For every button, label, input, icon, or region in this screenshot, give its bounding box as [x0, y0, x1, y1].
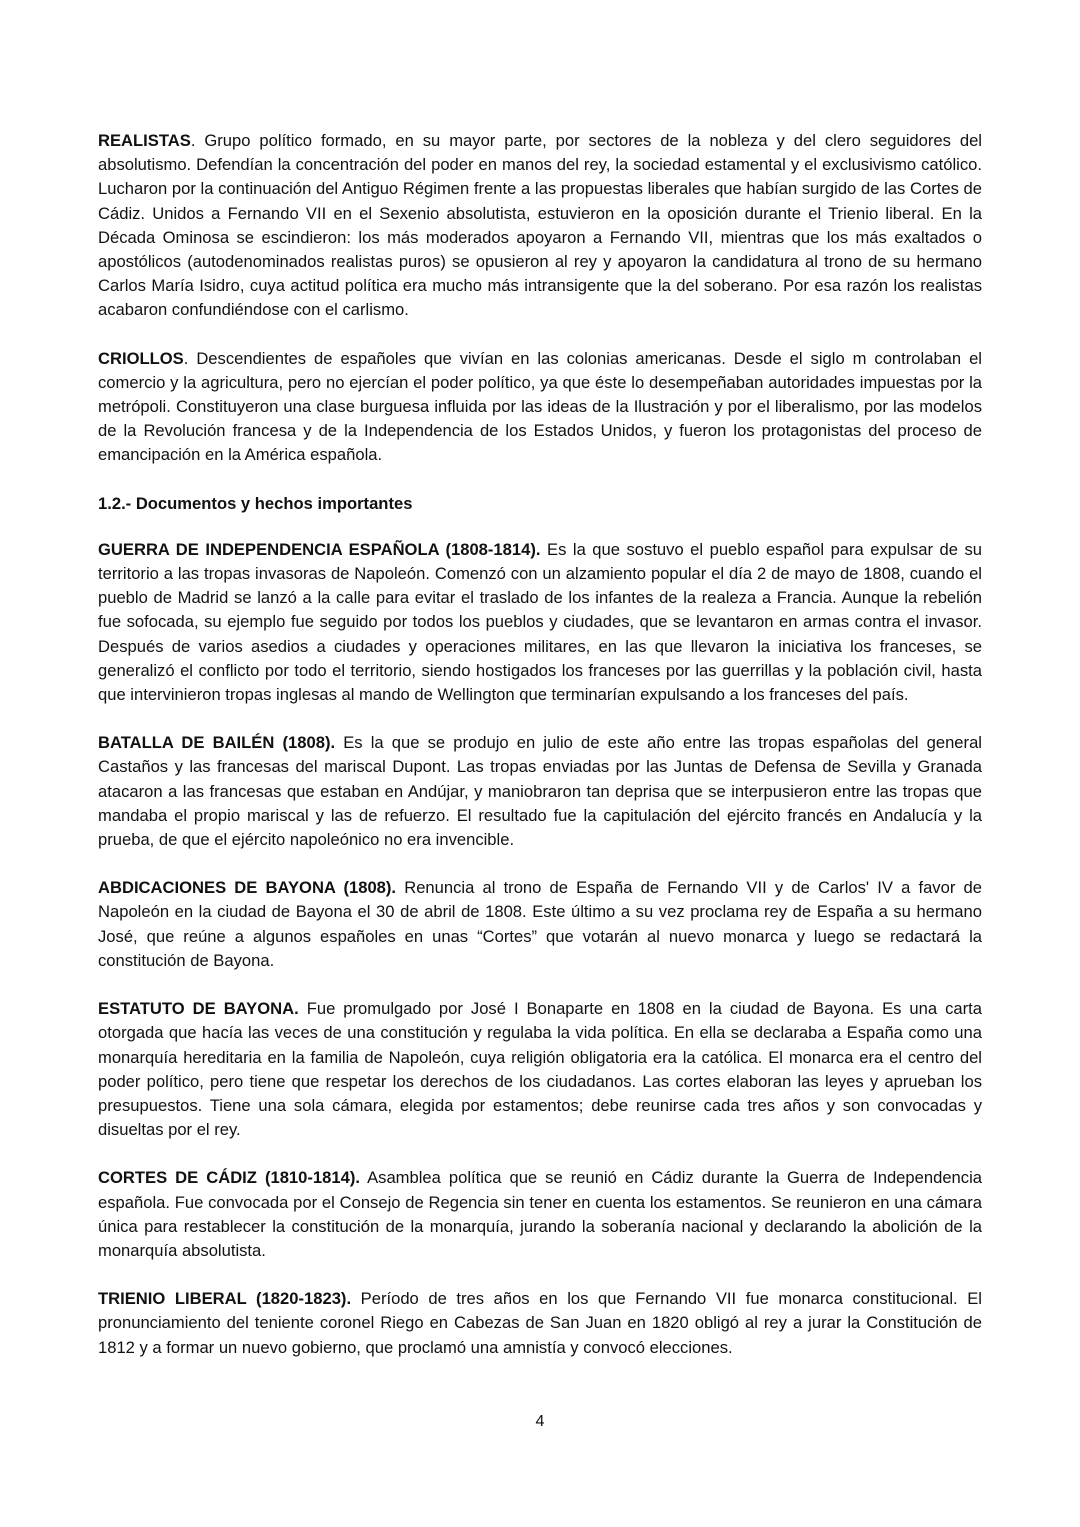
entry-realistas: REALISTAS. Grupo político formado, en su mayor parte, por sectores de la nobleza y del clero seguidores del absolutismo. Defendían la concentración del poder en manos del rey, la sociedad estamental y el exclusivismo católico. Lucharon por la continuación del Antiguo Régimen frente a las propuestas liberales que habían surgido de las Cortes de Cádiz. Unidos a Fernando VII en el Sexenio absolutista, estuvieron en la oposición durante el Trienio liberal. En la Década Ominosa se escindieron: los más moderados apoyaron a Fernando VII, mientras que los más exaltados o apostólicos (autodenominados realistas puros) se opusieron al rey y apoyaron la candidatura al trono de su hermano Carlos María Isidro, cuya actitud política era mucho más intransigente que la del soberano. Por esa razón los realistas acabaron confundiéndose con el carlismo. [98, 131, 982, 320]
document-page [98, 129, 982, 1384]
page-number: 4 [535, 1413, 545, 1430]
entry-title: GUERRA DE INDEPENDENCIA ESPAÑOLA (1808-1814). [98, 539, 541, 559]
entry-title: ESTATUTO DE BAYONA. [98, 999, 299, 1019]
entry-batalla-bailen [98, 731, 982, 852]
entry-body: Es la que se produjo en julio de este año entre las tropas españolas del general Castaños y las francesas del mariscal Dupont. Las tropas enviadas por las Juntas de Defensa de Sevilla y Granada atacaron a las francesas que estaban en Andújar, y maniobraron tan deprisa que se interpusieron entre las tropas que mandaba el propio mariscal y las de refuerzo. El resultado fue la capitulación del ejército francés en Andalucía y la prueba, de que el ejército napoleónico no era invencible. [98, 733, 982, 850]
entry-title: CRIOLLOS [98, 348, 184, 368]
entry-title: CORTES DE CÁDIZ (1810-1814). [98, 1168, 360, 1188]
entry-body: Renuncia al trono de España de Fernando VII y de Carlos' IV a favor de Napoleón en la ciudad de Bayona el 30 de abril de 1808. Este último a su vez proclama rey de España a su hermano José, que reúne a algunos españoles en unas “Cortes” que votarán al nuevo monarca y luego se redactará la constitución de Bayona. [98, 878, 982, 970]
entry-title: TRIENIO LIBERAL (1820-1823). [98, 1289, 352, 1309]
entry-body: Asamblea política que se reunió en Cádiz durante la Guerra de Independencia española. Fue convocada por el Consejo de Regencia sin tener en cuenta los estamentos. Se reunieron en una cámara única para restablecer la constitución de la monarquía, jurando la soberanía nacional y declarando la abolición de la monarquía absolutista. [98, 1168, 982, 1260]
entry-title: BATALLA DE BAILÉN (1808). [98, 733, 336, 753]
entry-estatuto-bayona [98, 997, 982, 1142]
entry-criollos: CRIOLLOS. Descendientes de españoles que vivían en las colonias americanas. Desde el siglo m controlaban el comercio y la agricultura, pero no ejercían el poder político, ya que éste lo desempeñaban autoridades impuestas por la metrópoli. Constituyeron una clase burguesa influida por las ideas de la Ilustración y por el liberalismo, por las modelos de la Revolución francesa y de la Independencia de los Estados Unidos, y fueron los protagonistas del proceso de emancipación en la América española. [98, 348, 982, 465]
entry-guerra-independencia [98, 538, 982, 707]
entry-body: Es la que sostuvo el pueblo español para expulsar de su territorio a las tropas invasoras de Napoleón. Comenzó con un alzamiento popular el día 2 de mayo de 1808, cuando el pueblo de Madrid se lanzó a la calle para evitar el traslado de los infantes de la realeza a Francia. Aunque la rebelión fue sofocada, su ejemplo fue seguido por todos los pueblos y ciudades, que se levantaron en armas contra el invasor. Después de varios asedios a ciudades y operaciones militares, en las que llevaron la iniciativa los franceses, se generalizó el conflicto por todo el territorio, siendo hostigados los franceses por las guerrillas y la población civil, hasta que intervinieron tropas inglesas al mando de Wellington que terminarían expulsando a los franceses del país. [98, 539, 982, 705]
entry-title: REALISTAS [98, 131, 191, 150]
entry-body: Período de tres años en los que Fernando VII fue monarca constitucional. El pronunciamiento del teniente coronel Riego en Cabezas de San Juan en 1820 obligó al rey a jurar la Constitución de 1812 y a formar un nuevo gobierno, que proclamó una amnistía y convocó elecciones. [98, 1289, 982, 1357]
entry-trienio-liberal [98, 1287, 982, 1360]
entry-cortes-cadiz [98, 1166, 982, 1263]
entry-body: Grupo político formado, en su mayor parte, por sectores de la nobleza y del clero seguidores del absolutismo. Defendían la concentración del poder en manos del rey, la sociedad estamental y el exclusivismo católico. Lucharon por la continuación del Antiguo Régimen frente a las propuestas liberales que habían surgido de las Cortes de Cádiz. Unidos a Fernando VII en el Sexenio absolutista, estuvieron en la oposición durante el Trienio liberal. En la Década Ominosa se escindieron: los más moderados apoyaron a Fernando VII, mientras que los más exaltados o apostólicos (autodenominados realistas puros) se opusieron al rey y apoyaron la candidatura al trono de su hermano Carlos María Isidro, cuya actitud política era mucho más intransigente que la del soberano. Por esa razón los realistas acabaron confundiéndose con el carlismo. [98, 131, 982, 320]
entry-body: Descendientes de españoles que vivían en las colonias americanas. Desde el siglo m controlaban el comercio y la agricultura, pero no ejercían el poder político, ya que éste lo desempeñaban autoridades impuestas por la metrópoli. Constituyeron una clase burguesa influida por las ideas de la Ilustración y por el liberalismo, por las modelos de la Revolución francesa y de la Independencia de los Estados Unidos, y fueron los protagonistas del proceso de emancipación en la América española. [98, 348, 982, 465]
entry-title: ABDICACIONES DE BAYONA (1808). [98, 878, 397, 898]
entry-body: Fue promulgado por José I Bonaparte en 1808 en la ciudad de Bayona. Es una carta otorgada que hacía las veces de una constitución y regulaba la vida política. En ella se declaraba a España como una monarquía hereditaria en la familia de Napoleón, cuya religión obligatoria era la católica. El monarca era el centro del poder político, pero tiene que respetar los derechos de los ciudadanos. Las cortes elaboran las leyes y aprueban los presupuestos. Tiene una sola cámara, elegida por estamentos; debe reunirse cada tres años y son convocadas y disueltas por el rey. [98, 999, 982, 1140]
entry-abdicaciones-bayona [98, 876, 982, 973]
section-heading: 1.2.- Documentos y hechos importantes [98, 493, 413, 513]
